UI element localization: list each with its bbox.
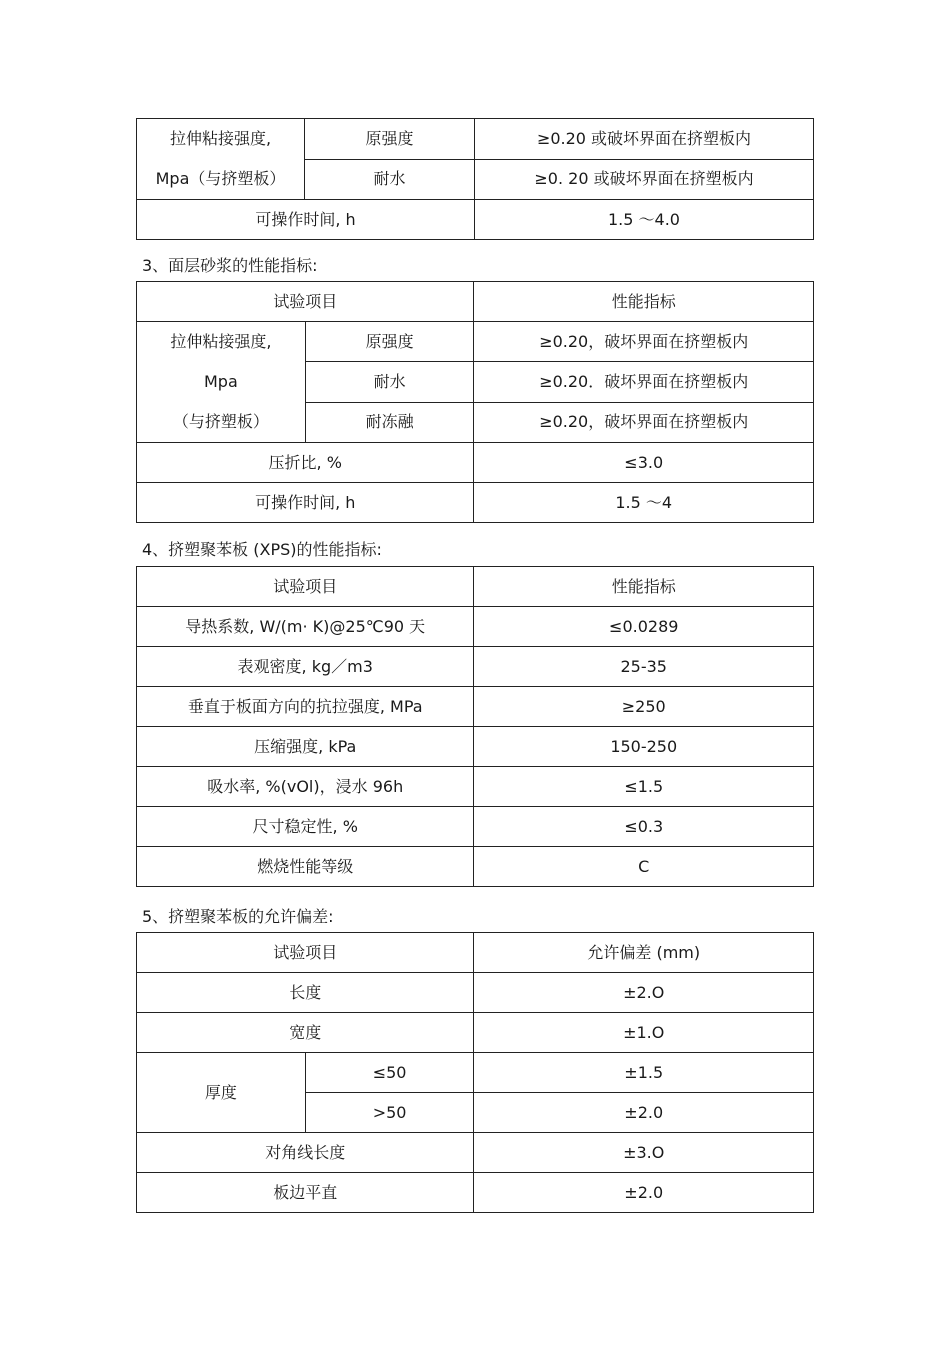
xps-performance-table	[136, 566, 814, 887]
table-row	[137, 200, 814, 240]
value-cell: ≥250	[474, 687, 814, 727]
value-cell: 150-250	[474, 727, 814, 767]
item-cell: 尺寸稳定性, %	[137, 807, 474, 847]
header-value: 性能指标	[474, 282, 814, 322]
table-row	[137, 607, 814, 647]
thickness-sub-cell: >50	[305, 1093, 474, 1133]
header-item: 试验项目	[137, 282, 474, 322]
table-header-row	[137, 567, 814, 607]
item-cell: 吸水率, %(vOl)，浸水 96h	[137, 767, 474, 807]
xps-tolerance-table	[136, 932, 814, 1213]
group-label-line3: （与挤塑板）	[172, 412, 269, 431]
edge-straightness-label: 板边平直	[137, 1173, 474, 1213]
table-row	[137, 647, 814, 687]
header-item: 试验项目	[137, 567, 474, 607]
mortar-performance-table	[136, 281, 814, 523]
sub-item-cell: 耐水	[305, 159, 475, 200]
length-label: 长度	[137, 973, 474, 1013]
section-heading-5: 5、挤塑聚苯板的允许偏差:	[142, 907, 334, 926]
diagonal-value: ±3.O	[474, 1133, 814, 1173]
sub-item-cell: 耐水	[305, 362, 474, 402]
value-cell: ≥0.20，破坏界面在挤塑板内	[474, 322, 814, 362]
operable-time-value: 1.5 ～4.0	[475, 200, 814, 240]
table-row	[137, 1053, 814, 1093]
value-cell: ≥0. 20 或破坏界面在挤塑板内	[475, 159, 814, 200]
table-row	[137, 847, 814, 887]
thickness-value: ±2.0	[474, 1093, 814, 1133]
adhesive-strength-table-body	[136, 118, 814, 240]
value-cell: ≤1.5	[474, 767, 814, 807]
width-label: 宽度	[137, 1013, 474, 1053]
table-header-row	[137, 933, 814, 973]
value-cell: ≤0.0289	[474, 607, 814, 647]
group-label-line2: Mpa	[203, 372, 238, 391]
thickness-label: 厚度	[137, 1053, 306, 1133]
operable-time-label: 可操作时间, h	[137, 200, 475, 240]
group-label-line2: Mpa（与挤塑板）	[155, 169, 286, 188]
item-cell: 导热系数, W/(m· K)@25℃90 天	[137, 607, 474, 647]
table-row	[137, 973, 814, 1013]
table-row	[137, 807, 814, 847]
length-value: ±2.O	[474, 973, 814, 1013]
item-cell: 压缩强度, kPa	[137, 727, 474, 767]
item-cell: 燃烧性能等级	[137, 847, 474, 887]
section-heading-3: 3、面层砂浆的性能指标:	[142, 256, 318, 275]
operable-time-value: 1.5 ～4	[474, 483, 814, 523]
compression-ratio-value: ≤3.0	[474, 443, 814, 483]
header-value: 性能指标	[474, 567, 814, 607]
item-cell: 垂直于板面方向的抗拉强度, MPa	[137, 687, 474, 727]
sub-item-cell: 原强度	[305, 119, 475, 160]
table-row	[137, 119, 814, 160]
diagonal-label: 对角线长度	[137, 1133, 474, 1173]
section-heading-4: 4、挤塑聚苯板 (XPS)的性能指标:	[142, 540, 382, 559]
table-row	[137, 322, 814, 362]
sub-item-cell: 耐冻融	[305, 402, 474, 442]
table-row	[137, 727, 814, 767]
table-row	[137, 1173, 814, 1213]
width-value: ±1.O	[474, 1013, 814, 1053]
item-cell: 表观密度, kg／m3	[137, 647, 474, 687]
header-item: 试验项目	[137, 933, 474, 973]
value-cell: 25-35	[474, 647, 814, 687]
group-label-line1: 拉伸粘接强度,	[170, 332, 272, 351]
thickness-value: ±1.5	[474, 1053, 814, 1093]
value-cell: ≥0.20 或破坏界面在挤塑板内	[475, 119, 814, 160]
table-row	[137, 443, 814, 483]
table-row	[137, 1013, 814, 1053]
tensile-bond-label-cell	[137, 322, 306, 443]
thickness-sub-cell: ≤50	[305, 1053, 474, 1093]
table-row	[137, 767, 814, 807]
table-row	[137, 687, 814, 727]
table-row	[137, 483, 814, 523]
edge-straightness-value: ±2.0	[474, 1173, 814, 1213]
value-cell: ≥0.20，破坏界面在挤塑板内	[474, 402, 814, 442]
header-value: 允许偏差 (mm)	[474, 933, 814, 973]
group-label-line1: 拉伸粘接强度,	[169, 129, 272, 148]
value-cell: ≥0.20．破坏界面在挤塑板内	[474, 362, 814, 402]
table-header-row	[137, 282, 814, 322]
operable-time-label: 可操作时间, h	[137, 483, 474, 523]
value-cell: ≤0.3	[474, 807, 814, 847]
tensile-bond-label-cell	[137, 119, 305, 200]
table-row	[137, 1133, 814, 1173]
value-cell: C	[474, 847, 814, 887]
compression-ratio-label: 压折比, %	[137, 443, 474, 483]
sub-item-cell: 原强度	[305, 322, 474, 362]
